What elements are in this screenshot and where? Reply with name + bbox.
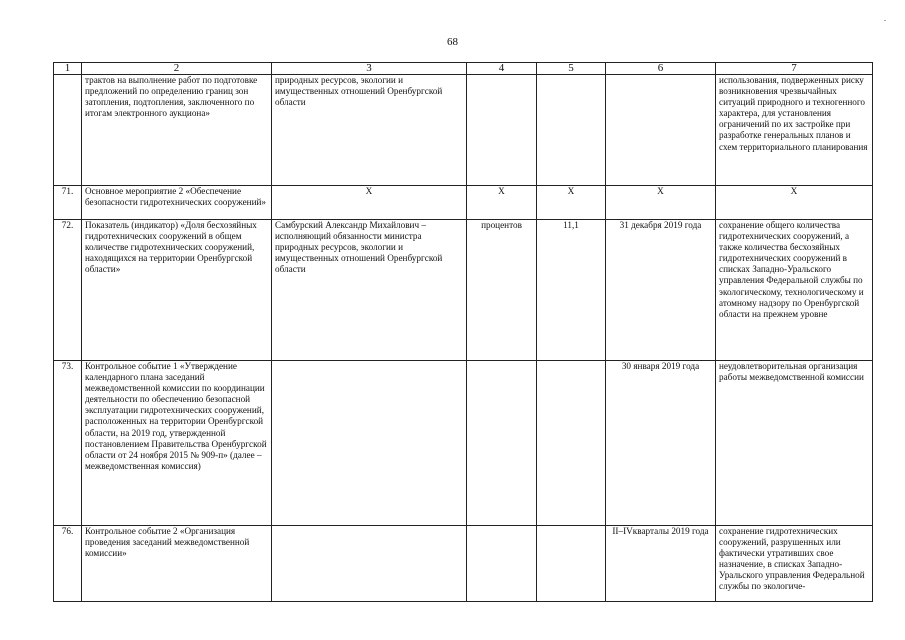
deadline-cell [606,75,716,186]
column-header: 3 [272,63,467,75]
consequence-cell: сохранение общего количества гидротехнических сооружений, а также количества бесхозяйных гидротехнических сооружений в списках Западно-Уральского управления Федеральной службы по экологическому, технологическому и атомному надзору по Оренбургской области на прежнем уровне [716,220,873,361]
row-number: 76. [54,526,82,602]
deadline-cell: II–IVкварталы 2019 года [606,526,716,602]
corner-mark: . [884,14,886,23]
unit-cell: процентов [467,220,537,361]
value-cell [537,526,606,602]
event-name-cell: Контрольное событие 1 «Утверждение календарного плана заседаний межведомственной комиссии по координации деятельности по обеспечению безопасной эксплуатации гидротехнических сооружений, расположенных на территории Оренбургской области, на 2019 год, утвержденной постановлением Правительства Оренбургской области от 24 ноября 2015 № 909-п» (далее – межведомственная комиссия) [82,361,272,526]
event-name-cell: Основное мероприятие 2 «Обеспечение безопасности гидротехнических сооружений» [82,186,272,220]
table-row [54,526,873,602]
consequence-cell: неудовлетворительная организация работы межведомственной комиссии [716,361,873,526]
event-name-cell: Показатель (индикатор) «Доля бесхозяйных гидротехнических сооружений в общем количестве гидротехнических сооружений, находящихся на территории Оренбургской области» [82,220,272,361]
event-name-cell: Контрольное событие 2 «Организация проведения заседаний межведомственной комиссии» [82,526,272,602]
row-number: 72. [54,220,82,361]
row-number [54,75,82,186]
table-row [54,361,873,526]
consequence-cell: X [716,186,873,220]
responsible-cell [272,526,467,602]
consequence-cell: использования, подверженных риску возникновения чрезвычайных ситуаций природного и техногенного характера, для установления ограничений по их застройке при разработке генеральных планов и схем территориального планирования [716,75,873,186]
column-header: 7 [716,63,873,75]
responsible-cell [272,361,467,526]
row-number: 71. [54,186,82,220]
column-header: 2 [82,63,272,75]
responsible-cell: X [272,186,467,220]
column-header: 6 [606,63,716,75]
value-cell [537,361,606,526]
event-name-cell: трактов на выполнение работ по подготовке предложений по определению границ зон затопления, подтопления, заключенного по итогам электронного аукциона» [82,75,272,186]
table-row [54,186,873,220]
deadline-cell: 30 января 2019 года [606,361,716,526]
plan-table [53,62,873,602]
consequence-cell: сохранение гидротехнических сооружений, разрушенных или фактически утративших свое назначение, в списках Западно-Уральского управления Федеральной службы по экологиче- [716,526,873,602]
value-cell: 11,1 [537,220,606,361]
table-header-row [54,63,873,75]
unit-cell [467,361,537,526]
value-cell: X [537,186,606,220]
column-header: 1 [54,63,82,75]
page-number: 68 [447,36,458,48]
unit-cell [467,75,537,186]
unit-cell: X [467,186,537,220]
responsible-cell: природных ресурсов, экологии и имущественных отношений Оренбургской области [272,75,467,186]
deadline-cell: 31 декабря 2019 года [606,220,716,361]
deadline-cell: X [606,186,716,220]
column-header: 5 [537,63,606,75]
table-row [54,75,873,186]
value-cell [537,75,606,186]
table-row [54,220,873,361]
responsible-cell: Самбурский Александр Михайлович – исполняющий обязанности министра природных ресурсов, экологии и имущественных отношений Оренбургской области [272,220,467,361]
row-number: 73. [54,361,82,526]
unit-cell [467,526,537,602]
column-header: 4 [467,63,537,75]
